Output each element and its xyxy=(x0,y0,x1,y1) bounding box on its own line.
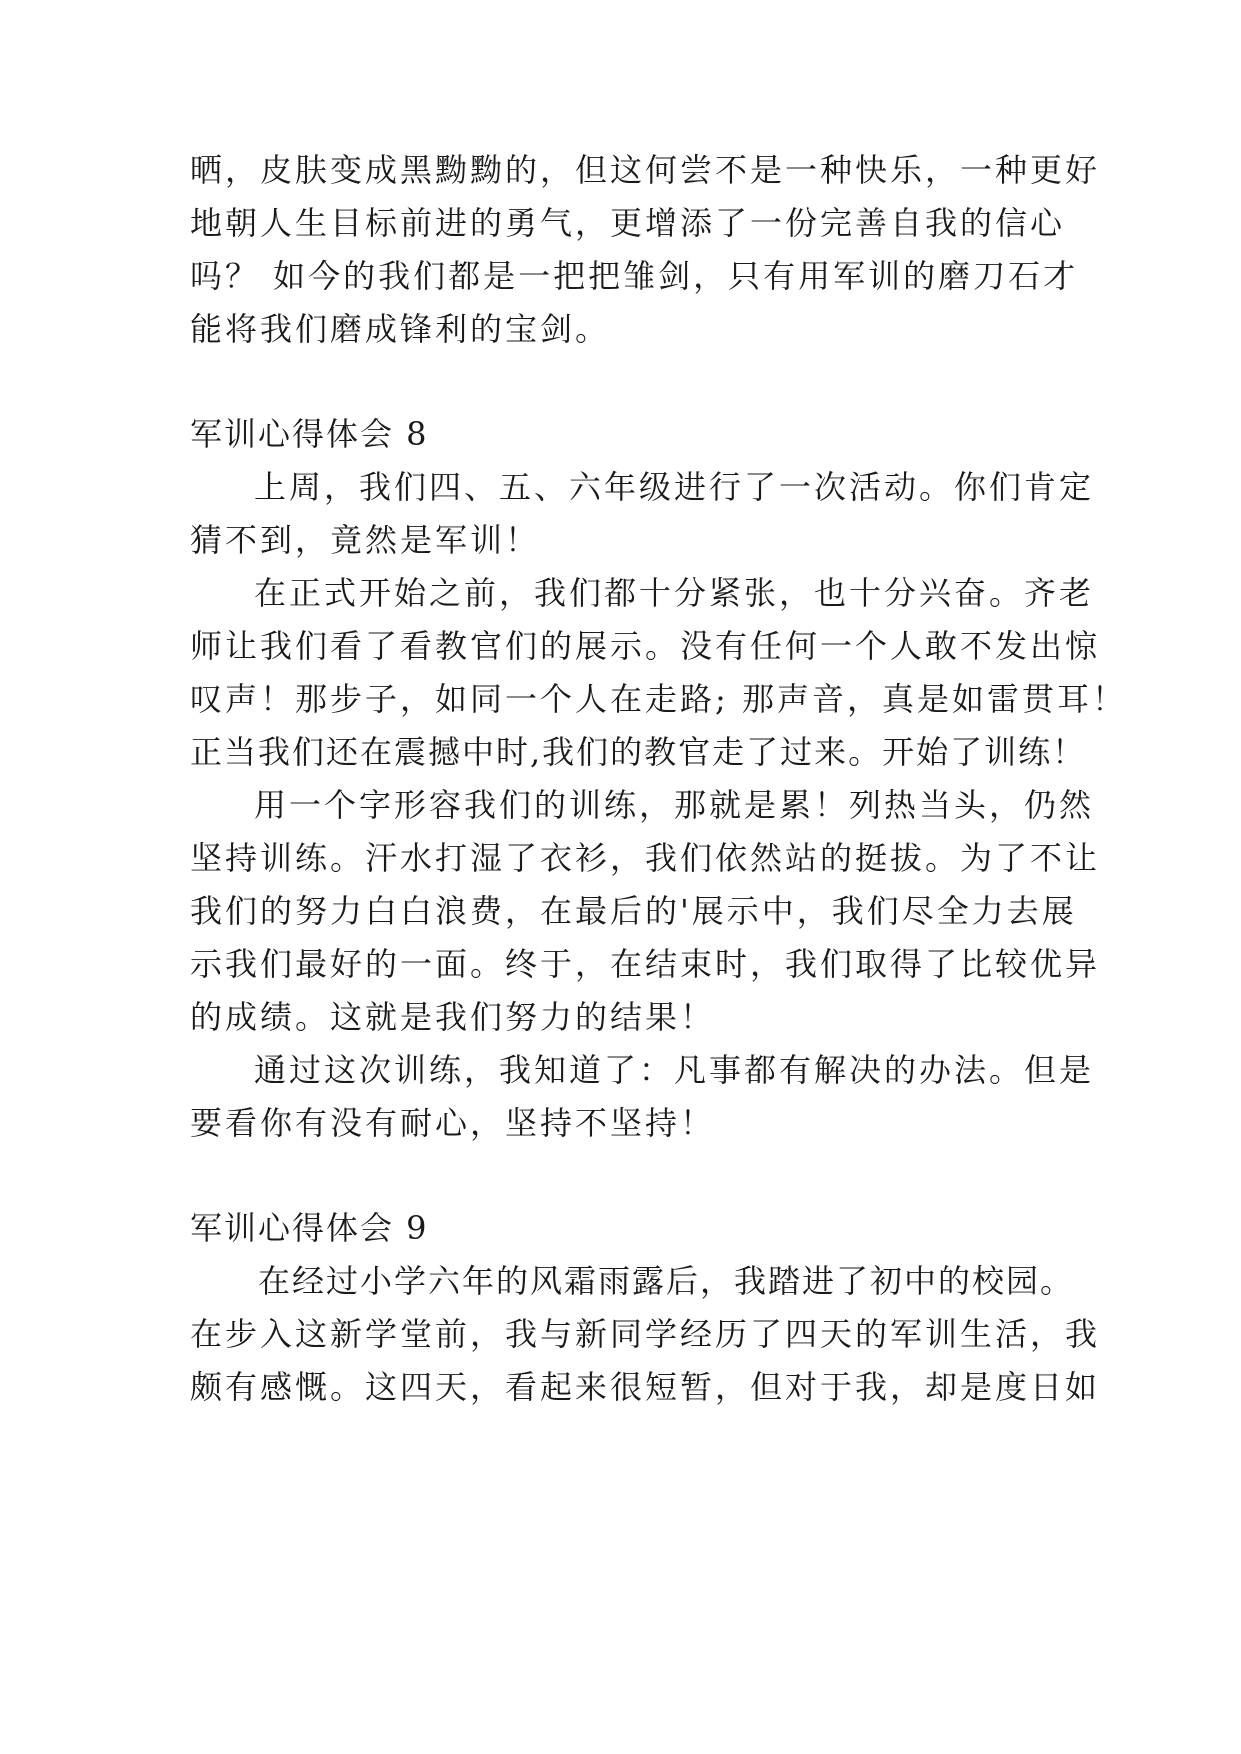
section8-p3-line-2: 坚持训练。汗水打湿了衣衫，我们依然站的挺拔。为了不让 xyxy=(190,839,1101,877)
intro-line-3: 吗？ 如今的我们都是一把把雏剑，只有用军训的磨刀石才 xyxy=(190,257,1079,295)
section8-p4-line-2: 要看你有没有耐心，坚持不坚持！ xyxy=(190,1104,716,1142)
section8-p2-line-1: 在正式开始之前，我们都十分紧张，也十分兴奋。齐老 xyxy=(254,574,1095,612)
section9-p1-line-1: 在经过小学六年的风霜雨露后，我踏进了初中的校园。 xyxy=(258,1262,1075,1300)
section8-p2-line-3: 叹声！那步子，如同一个人在走路; 那声音，真是如雷贯耳！ xyxy=(190,680,1127,718)
intro-line-2: 地朝人生目标前进的勇气，更增添了一份完善自我的信心 xyxy=(190,204,1066,242)
section9-p1-line-3: 颇有感慨。这四天，看起来很短暂，但对于我，却是度日如 xyxy=(190,1368,1101,1406)
section8-p3-line-1: 用一个字形容我们的训练，那就是累！列热当头，仍然 xyxy=(254,786,1095,824)
section8-p3-line-3: 我们的努力白白浪费，在最后的'展示中，我们尽全力去展 xyxy=(190,892,1077,930)
section9-heading: 军训心得体会 9 xyxy=(190,1209,429,1247)
section8-heading: 军训心得体会 8 xyxy=(190,415,429,453)
section8-p1-line-1: 上周，我们四、五、六年级进行了一次活动。你们肯定 xyxy=(254,468,1095,506)
intro-line-4: 能将我们磨成锋利的宝剑。 xyxy=(190,310,611,348)
intro-line-1: 晒，皮肤变成黑黝黝的，但这何尝不是一种快乐，一种更好 xyxy=(190,151,1101,189)
section8-p2-line-4: 正当我们还在震撼中时,我们的教官走了过来。开始了训练！ xyxy=(190,733,1087,771)
section8-p4-line-1: 通过这次训练，我知道了：凡事都有解决的办法。但是 xyxy=(254,1051,1095,1089)
section9-p1-line-2: 在步入这新学堂前，我与新同学经历了四天的军训生活，我 xyxy=(190,1315,1101,1353)
section8-p3-line-4: 示我们最好的一面。终于，在结束时，我们取得了比较优异 xyxy=(190,945,1101,983)
section8-p1-line-2: 猜不到，竟然是军训！ xyxy=(190,521,541,559)
section8-p2-line-2: 师让我们看了看教官们的展示。没有任何一个人敢不发出惊 xyxy=(190,627,1101,665)
section8-p3-line-5: 的成绩。这就是我们努力的结果！ xyxy=(190,998,716,1036)
